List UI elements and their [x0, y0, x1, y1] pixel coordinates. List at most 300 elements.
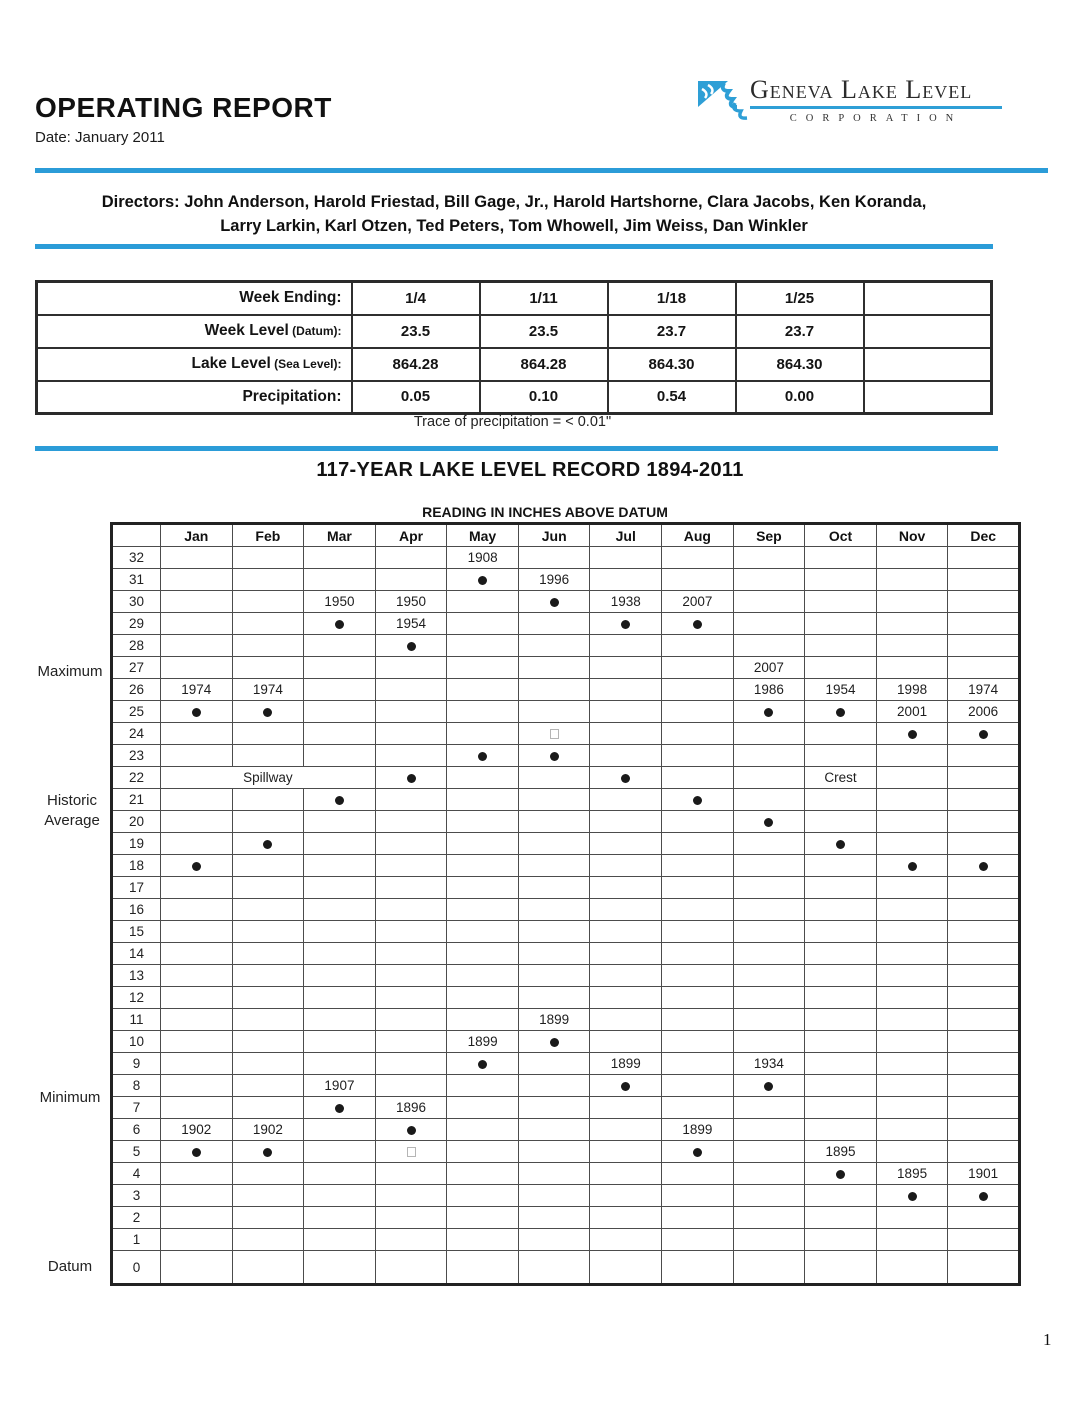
grid-cell — [733, 701, 805, 723]
grid-cell — [590, 569, 662, 591]
grid-cell — [948, 591, 1020, 613]
grid-cell — [304, 657, 376, 679]
weekly-cell-value — [864, 282, 992, 315]
grid-cell — [733, 1097, 805, 1119]
grid-cell — [161, 943, 233, 965]
row-number: 11 — [112, 1009, 161, 1031]
grid-cell — [733, 921, 805, 943]
grid-corner-cell — [112, 524, 161, 547]
grid-cell — [518, 1053, 590, 1075]
grid-row — [112, 855, 1020, 877]
record-dot-marker — [979, 862, 988, 871]
grid-cell — [590, 1251, 662, 1285]
divider-directors — [35, 244, 993, 249]
grid-cell — [590, 877, 662, 899]
weekly-cell-value: 23.7 — [736, 315, 864, 348]
grid-cell — [304, 635, 376, 657]
grid-row — [112, 833, 1020, 855]
grid-cell — [447, 1075, 519, 1097]
grid-cell — [518, 987, 590, 1009]
grid-row — [112, 635, 1020, 657]
grid-cell — [805, 569, 877, 591]
record-dot-marker — [836, 708, 845, 717]
grid-row — [112, 1053, 1020, 1075]
row-number: 18 — [112, 855, 161, 877]
grid-cell — [733, 1075, 805, 1097]
grid-cell — [518, 1251, 590, 1285]
grid-cell — [518, 1141, 590, 1163]
grid-cell — [876, 745, 948, 767]
grid-cell — [304, 811, 376, 833]
grid-cell — [304, 877, 376, 899]
grid-cell — [590, 679, 662, 701]
grid-cell — [805, 1185, 877, 1207]
grid-cell — [161, 833, 233, 855]
row-number: 31 — [112, 569, 161, 591]
grid-cell — [161, 635, 233, 657]
grid-cell — [662, 987, 734, 1009]
grid-cell — [518, 1119, 590, 1141]
grid-cell — [161, 965, 233, 987]
grid-cell — [733, 723, 805, 745]
grid-cell — [733, 965, 805, 987]
grid-cell — [590, 1207, 662, 1229]
grid-cell — [304, 569, 376, 591]
row-number: 0 — [112, 1251, 161, 1285]
grid-cell — [447, 657, 519, 679]
grid-cell — [304, 1119, 376, 1141]
grid-cell — [447, 701, 519, 723]
grid-cell — [518, 855, 590, 877]
divider-chart — [35, 446, 998, 451]
logo-subtitle: CORPORATION — [789, 112, 963, 124]
year-label: 2001 — [876, 701, 948, 723]
grid-cell — [304, 943, 376, 965]
grid-cell — [518, 1207, 590, 1229]
grid-cell — [447, 569, 519, 591]
grid-cell — [590, 1185, 662, 1207]
weekly-row-label: Precipitation: — [37, 381, 352, 414]
grid-cell — [805, 1119, 877, 1141]
grid-row — [112, 613, 1020, 635]
year-label: 2006 — [948, 701, 1020, 723]
year-label: 1998 — [876, 679, 948, 701]
grid-row — [112, 1009, 1020, 1031]
weekly-readings-table — [35, 280, 993, 415]
grid-cell — [518, 701, 590, 723]
weekly-cell-value: 0.05 — [352, 381, 480, 414]
record-dot-marker — [979, 730, 988, 739]
grid-cell — [518, 789, 590, 811]
row-number: 14 — [112, 943, 161, 965]
grid-cell — [805, 723, 877, 745]
year-label: 2007 — [733, 657, 805, 679]
grid-cell — [232, 591, 304, 613]
grid-cell — [304, 1229, 376, 1251]
grid-cell — [518, 613, 590, 635]
grid-cell — [590, 657, 662, 679]
grid-cell — [733, 635, 805, 657]
grid-cell — [662, 1207, 734, 1229]
month-header: Dec — [948, 524, 1020, 547]
row-number: 16 — [112, 899, 161, 921]
grid-cell — [232, 1251, 304, 1285]
record-dot-marker — [908, 730, 917, 739]
grid-cell — [447, 767, 519, 789]
grid-cell — [662, 635, 734, 657]
grid-cell — [161, 1031, 233, 1053]
weekly-cell-value: 864.28 — [352, 348, 480, 381]
grid-cell — [733, 855, 805, 877]
grid-cell — [590, 547, 662, 569]
grid-cell — [590, 1031, 662, 1053]
grid-cell — [232, 1185, 304, 1207]
year-label: 1954 — [805, 679, 877, 701]
grid-cell — [733, 987, 805, 1009]
weekly-cell-value: 864.30 — [608, 348, 736, 381]
logo-wave-icon — [696, 78, 750, 128]
grid-cell — [662, 767, 734, 789]
grid-cell — [304, 987, 376, 1009]
grid-cell — [447, 943, 519, 965]
grid-cell — [948, 899, 1020, 921]
grid-row — [112, 1185, 1020, 1207]
grid-cell — [447, 635, 519, 657]
grid-cell — [733, 1251, 805, 1285]
grid-cell — [375, 679, 447, 701]
grid-cell — [304, 1141, 376, 1163]
grid-cell — [876, 547, 948, 569]
grid-cell — [304, 1031, 376, 1053]
grid-cell — [590, 613, 662, 635]
grid-cell — [232, 921, 304, 943]
month-header: Oct — [805, 524, 877, 547]
grid-cell — [375, 723, 447, 745]
grid-cell — [662, 679, 734, 701]
directors-line1: Directors: John Anderson, Harold Friestad, Bill Gage, Jr., Harold Hartshorne, Clara Jacobs, Ken Koranda, — [101, 193, 927, 211]
record-dot-marker — [192, 862, 201, 871]
year-label: 1899 — [590, 1053, 662, 1075]
grid-row — [112, 1141, 1020, 1163]
year-label: 1895 — [805, 1141, 877, 1163]
grid-cell — [590, 1009, 662, 1031]
grid-cell — [232, 1229, 304, 1251]
grid-cell — [518, 767, 590, 789]
grid-cell — [876, 1229, 948, 1251]
grid-cell — [876, 1141, 948, 1163]
grid-cell — [876, 1097, 948, 1119]
grid-cell — [232, 547, 304, 569]
grid-cell — [805, 1009, 877, 1031]
grid-cell — [447, 591, 519, 613]
weekly-cell-value: 23.5 — [352, 315, 480, 348]
grid-cell — [161, 745, 233, 767]
grid-cell — [876, 569, 948, 591]
grid-row — [112, 965, 1020, 987]
grid-cell — [662, 569, 734, 591]
grid-cell — [805, 1251, 877, 1285]
grid-cell — [805, 1207, 877, 1229]
grid-cell — [876, 1207, 948, 1229]
weekly-cell-value: 864.28 — [480, 348, 608, 381]
row-number: 29 — [112, 613, 161, 635]
grid-cell — [662, 1163, 734, 1185]
grid-row — [112, 767, 1020, 789]
weekly-cell-value: 23.5 — [480, 315, 608, 348]
grid-cell — [304, 1251, 376, 1285]
record-dot-marker — [979, 1192, 988, 1201]
weekly-cell-value: 1/25 — [736, 282, 864, 315]
weekly-row-label-sub: (Sea Level): — [270, 357, 342, 371]
grid-cell — [232, 899, 304, 921]
grid-cell — [876, 1031, 948, 1053]
grid-cell — [232, 1097, 304, 1119]
grid-cell — [447, 855, 519, 877]
year-label: 1996 — [518, 569, 590, 591]
grid-cell — [161, 1185, 233, 1207]
grid-cell — [805, 745, 877, 767]
record-dot-marker — [764, 1082, 773, 1091]
grid-cell — [805, 811, 877, 833]
grid-row — [112, 657, 1020, 679]
grid-cell — [876, 635, 948, 657]
grid-cell — [375, 1075, 447, 1097]
grid-cell — [304, 1009, 376, 1031]
record-dot-marker — [335, 796, 344, 805]
row-number: 17 — [112, 877, 161, 899]
grid-cell — [948, 635, 1020, 657]
grid-cell — [805, 833, 877, 855]
grid-cell — [948, 833, 1020, 855]
year-label: 1974 — [232, 679, 304, 701]
grid-cell — [232, 1009, 304, 1031]
grid-cell — [447, 1251, 519, 1285]
grid-cell — [662, 657, 734, 679]
grid-cell — [447, 877, 519, 899]
grid-cell — [733, 547, 805, 569]
grid-cell — [518, 723, 590, 745]
grid-cell — [232, 1031, 304, 1053]
lake-level-record-grid — [110, 522, 1021, 1286]
grid-cell — [518, 1229, 590, 1251]
grid-cell — [948, 1031, 1020, 1053]
grid-cell — [375, 965, 447, 987]
grid-cell — [948, 1185, 1020, 1207]
grid-cell — [876, 899, 948, 921]
row-number: 6 — [112, 1119, 161, 1141]
grid-row — [112, 701, 1020, 723]
grid-cell — [662, 1251, 734, 1285]
grid-cell — [805, 657, 877, 679]
grid-cell — [518, 591, 590, 613]
grid-cell — [805, 613, 877, 635]
grid-cell — [948, 745, 1020, 767]
grid-cell — [662, 723, 734, 745]
grid-cell — [805, 635, 877, 657]
month-header: Nov — [876, 524, 948, 547]
open-square-marker — [550, 729, 559, 739]
grid-cell — [375, 1185, 447, 1207]
axis-label-datum: Datum — [47, 1258, 93, 1275]
directors-block — [35, 190, 993, 238]
grid-cell — [161, 1163, 233, 1185]
weekly-cell-value: 0.54 — [608, 381, 736, 414]
grid-row — [112, 1097, 1020, 1119]
grid-cell — [805, 547, 877, 569]
record-dot-marker — [478, 752, 487, 761]
grid-cell — [447, 987, 519, 1009]
grid-cell — [161, 1229, 233, 1251]
year-label: 1974 — [948, 679, 1020, 701]
record-dot-marker — [478, 1060, 487, 1069]
grid-cell — [518, 943, 590, 965]
grid-cell — [232, 569, 304, 591]
grid-cell — [590, 635, 662, 657]
month-header: Jun — [518, 524, 590, 547]
row-number: 12 — [112, 987, 161, 1009]
grid-cell — [805, 1229, 877, 1251]
grid-cell — [662, 855, 734, 877]
grid-cell — [304, 899, 376, 921]
axis-label-historic-average: Historic Average — [44, 792, 100, 830]
grid-cell — [948, 723, 1020, 745]
grid-cell — [518, 1031, 590, 1053]
grid-cell — [375, 855, 447, 877]
grid-cell — [375, 1141, 447, 1163]
grid-cell — [375, 1119, 447, 1141]
record-dot-marker — [550, 1038, 559, 1047]
year-label: 1974 — [161, 679, 233, 701]
grid-cell — [948, 921, 1020, 943]
grid-cell — [518, 1097, 590, 1119]
month-header: Apr — [375, 524, 447, 547]
year-label: 1902 — [232, 1119, 304, 1141]
grid-cell — [948, 547, 1020, 569]
weekly-cell-value: 0.00 — [736, 381, 864, 414]
grid-cell — [304, 701, 376, 723]
grid-cell — [518, 833, 590, 855]
grid-cell — [876, 877, 948, 899]
grid-cell — [948, 1229, 1020, 1251]
grid-row — [112, 547, 1020, 569]
grid-cell — [662, 613, 734, 635]
grid-cell — [948, 987, 1020, 1009]
grid-row — [112, 745, 1020, 767]
grid-cell — [948, 1097, 1020, 1119]
grid-cell — [590, 943, 662, 965]
grid-row — [112, 1251, 1020, 1285]
record-dot-marker — [764, 708, 773, 717]
grid-cell — [733, 833, 805, 855]
row-number: 23 — [112, 745, 161, 767]
grid-cell — [590, 701, 662, 723]
grid-cell — [375, 833, 447, 855]
grid-cell — [161, 723, 233, 745]
grid-cell — [876, 723, 948, 745]
record-dot-marker — [621, 620, 630, 629]
grid-cell — [161, 1251, 233, 1285]
logo-company-name: Geneva Lake Level — [750, 75, 973, 104]
record-dot-marker — [908, 862, 917, 871]
directors-line2: Larry Larkin, Karl Otzen, Ted Peters, Tom Whowell, Jim Weiss, Dan Winkler — [220, 217, 808, 235]
grid-cell — [518, 679, 590, 701]
year-label: 1899 — [662, 1119, 734, 1141]
record-dot-marker — [407, 774, 416, 783]
weekly-cell-value: 1/11 — [480, 282, 608, 315]
grid-cell — [876, 987, 948, 1009]
grid-cell — [447, 1185, 519, 1207]
grid-cell — [232, 943, 304, 965]
grid-cell — [447, 1207, 519, 1229]
grid-row — [112, 1207, 1020, 1229]
grid-cell — [590, 987, 662, 1009]
grid-cell — [948, 569, 1020, 591]
record-dot-marker — [908, 1192, 917, 1201]
grid-cell — [948, 1251, 1020, 1285]
weekly-cell-value: 0.10 — [480, 381, 608, 414]
grid-cell — [232, 877, 304, 899]
grid-cell — [876, 767, 948, 789]
grid-cell — [304, 547, 376, 569]
grid-cell — [733, 1141, 805, 1163]
grid-cell — [876, 811, 948, 833]
grid-cell — [161, 855, 233, 877]
grid-cell — [948, 943, 1020, 965]
year-label: 2007 — [662, 591, 734, 613]
grid-cell — [447, 1009, 519, 1031]
row-number: 5 — [112, 1141, 161, 1163]
grid-cell — [662, 965, 734, 987]
grid-cell — [304, 1185, 376, 1207]
row-number: 25 — [112, 701, 161, 723]
row-number: 20 — [112, 811, 161, 833]
record-dot-marker — [550, 598, 559, 607]
grid-cell — [232, 701, 304, 723]
grid-cell — [161, 591, 233, 613]
weekly-row-label: Week Level (Datum): — [37, 315, 352, 348]
weekly-cell-value: 1/4 — [352, 282, 480, 315]
grid-cell — [518, 1163, 590, 1185]
grid-cell — [876, 921, 948, 943]
record-dot-marker — [407, 642, 416, 651]
grid-cell — [161, 1097, 233, 1119]
grid-cell — [447, 613, 519, 635]
grid-cell — [518, 657, 590, 679]
grid-cell — [948, 965, 1020, 987]
weekly-cell-value — [864, 315, 992, 348]
record-dot-marker — [263, 840, 272, 849]
row-number: 28 — [112, 635, 161, 657]
record-dot-marker — [192, 708, 201, 717]
grid-cell — [662, 789, 734, 811]
grid-cell — [447, 723, 519, 745]
grid-cell — [161, 613, 233, 635]
grid-cell — [733, 591, 805, 613]
row-number: 15 — [112, 921, 161, 943]
row-number: 7 — [112, 1097, 161, 1119]
grid-cell — [590, 1141, 662, 1163]
year-label: 1902 — [161, 1119, 233, 1141]
grid-cell — [733, 789, 805, 811]
grid-cell — [447, 1141, 519, 1163]
grid-cell — [447, 921, 519, 943]
row-number: 22 — [112, 767, 161, 789]
grid-cell — [948, 1075, 1020, 1097]
grid-cell — [518, 899, 590, 921]
row-number: 13 — [112, 965, 161, 987]
grid-cell — [805, 591, 877, 613]
grid-cell — [590, 1097, 662, 1119]
